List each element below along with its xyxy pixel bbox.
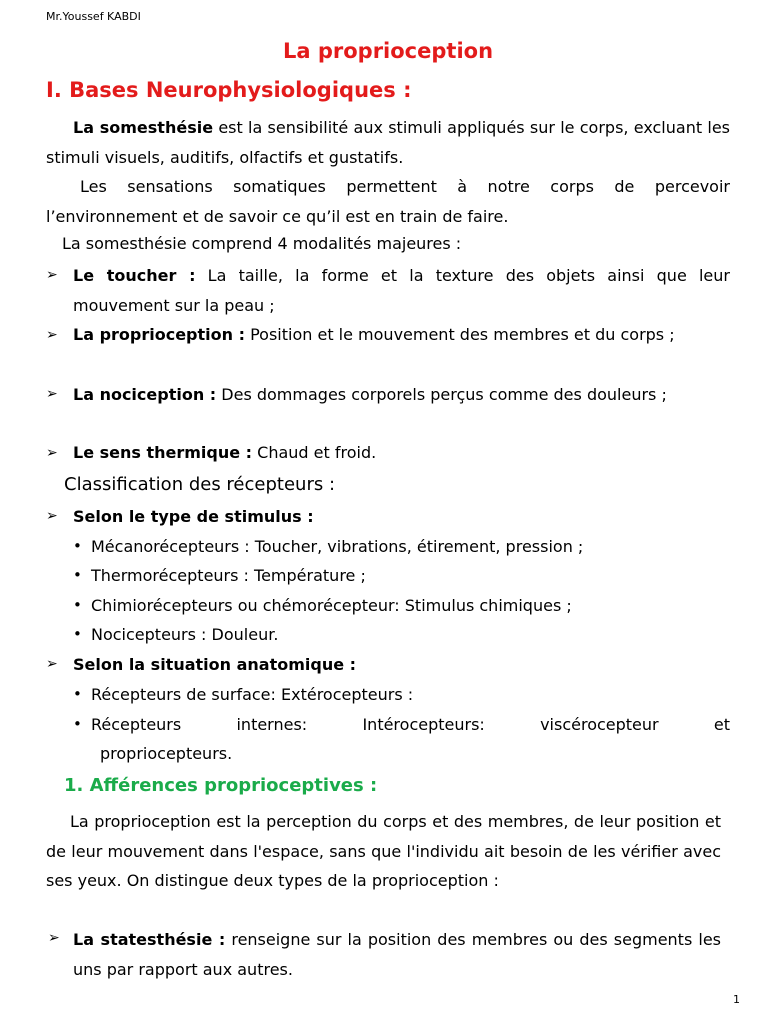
somesthesie-definition <box>46 113 730 172</box>
modalities-intro: La somesthésie comprend 4 modalités majeures : <box>62 234 462 253</box>
modality-text: La taille, la forme et la texture des objets ainsi que leur mouvement sur la peau ; <box>73 266 730 315</box>
modality-term: Le sens thermique : <box>73 443 253 462</box>
bullet-dot-icon: • <box>73 715 82 733</box>
bullet-dot-icon: • <box>73 596 82 614</box>
receptor-item: Récepteurs de surface: Extérocepteurs : <box>91 685 414 704</box>
subsection-heading: 1. Afférences proprioceptives : <box>64 775 378 796</box>
classification-heading: Classification des récepteurs : <box>64 474 336 495</box>
receptor-item: Thermorécepteurs : Température ; <box>91 566 366 585</box>
section-heading: I. Bases Neurophysiologiques : <box>46 78 412 102</box>
somesthesie-term: La somesthésie <box>73 118 214 137</box>
receptor-item: Récepteurs internes: Intérocepteurs: viscérocepteur et <box>91 715 730 734</box>
statesthesie-item <box>73 925 721 984</box>
arrow-bullet-icon: ➢ <box>46 656 58 672</box>
bullet-dot-icon: • <box>73 625 82 643</box>
author-header: Mr.Youssef KABDI <box>46 10 141 23</box>
somesthesie-text: est la sensibilité aux stimuli appliqués sur le corps, excluant les stimuli visuels, auditifs, olfactifs et gustatifs. <box>46 118 731 167</box>
arrow-bullet-icon: ➢ <box>46 267 58 283</box>
modality-text: Position et le mouvement des membres et du corps ; <box>245 325 675 344</box>
receptor-item: Mécanorécepteurs : Toucher, vibrations, étirement, pression ; <box>91 537 584 556</box>
afferences-paragraph: La proprioception est la perception du corps et des membres, de leur position et de leur mouvement dans l'espace, sans que l'individu ait besoin de les vérifier avec ses yeux. On distingue deux types de la proprioception : <box>46 812 721 890</box>
bullet-dot-icon: • <box>73 566 82 584</box>
receptor-item: Nocicepteurs : Douleur. <box>91 625 279 644</box>
statesthesie-term: La statesthésie : <box>73 930 226 949</box>
modality-item <box>73 320 730 350</box>
statesthesie-text: renseigne sur la position des membres ou des segments les uns par rapport aux autres. <box>73 930 721 979</box>
anatomic-situation-heading: Selon la situation anatomique : <box>73 655 357 674</box>
modality-item <box>73 443 376 462</box>
receptor-item: Chimiorécepteurs ou chémorécepteur: Stimulus chimiques ; <box>91 596 572 615</box>
modality-term: La nociception : <box>73 385 217 404</box>
arrow-bullet-icon: ➢ <box>46 508 58 524</box>
bullet-dot-icon: • <box>73 685 82 703</box>
page-number: 1 <box>733 993 740 1006</box>
modality-item <box>73 261 730 320</box>
arrow-bullet-icon: ➢ <box>48 930 60 946</box>
stimulus-type-heading: Selon le type de stimulus : <box>73 507 314 526</box>
arrow-bullet-icon: ➢ <box>46 386 58 402</box>
arrow-bullet-icon: ➢ <box>46 445 58 461</box>
receptor-item-continuation: propriocepteurs. <box>100 744 233 763</box>
page-title: La proprioception <box>282 39 494 63</box>
modality-term: Le toucher : <box>73 266 196 285</box>
modality-item <box>73 380 730 410</box>
modality-term: La proprioception : <box>73 325 245 344</box>
modality-text: Chaud et froid. <box>252 443 377 462</box>
arrow-bullet-icon: ➢ <box>46 327 58 343</box>
somatic-sensations-paragraph: Les sensations somatiques permettent à notre corps de percevoir l’environnement et de savoir ce qu’il est en train de faire. <box>46 177 730 226</box>
bullet-dot-icon: • <box>73 537 82 555</box>
modality-text: Des dommages corporels perçus comme des douleurs ; <box>216 385 667 404</box>
